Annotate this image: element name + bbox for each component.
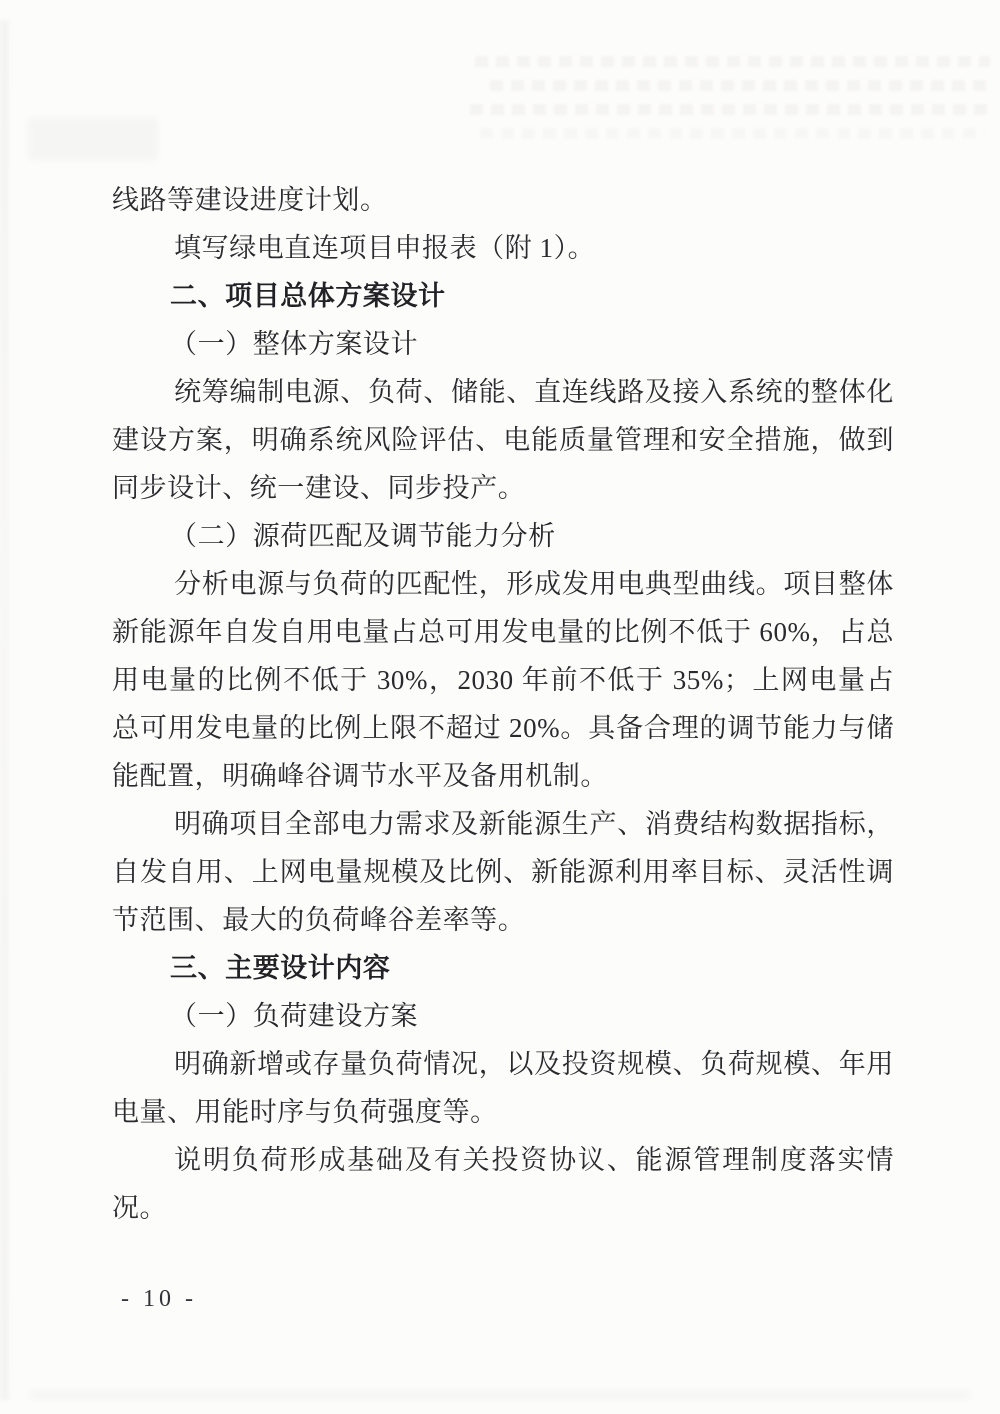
section-heading: 二、项目总体方案设计 bbox=[170, 281, 446, 311]
paragraph: 分析电源与负荷的匹配性，形成发用电典型曲线。项目整体新能源年自发自用电量占总可用发电量的比例不低于 60%，占总用电量的比例不低于 30%，2030 年前不低于 35%；上网电量占总可用发电量的比例上限不超过 20%。具备合理的调节能力与储能配置，明确峰谷调节水平及备用机制。 bbox=[112, 569, 894, 791]
paragraph: 填写绿电直连项目申报表（附 1）。 bbox=[174, 233, 596, 263]
section-heading: （一）负荷建设方案 bbox=[170, 1001, 418, 1031]
scan-artifact bbox=[475, 56, 990, 67]
scan-artifact bbox=[0, 20, 9, 1400]
scan-artifact bbox=[28, 118, 158, 160]
paragraph: 统筹编制电源、负荷、储能、直连线路及接入系统的整体化建设方案，明确系统风险评估、电能质量管理和安全措施，做到同步设计、统一建设、同步投产。 bbox=[112, 377, 894, 503]
scan-artifact bbox=[480, 128, 985, 139]
paragraph: 明确新增或存量负荷情况，以及投资规模、负荷规模、年用电量、用能时序与负荷强度等。 bbox=[112, 1049, 894, 1127]
section-heading: 三、主要设计内容 bbox=[170, 953, 391, 983]
paragraph: 明确项目全部电力需求及新能源生产、消费结构数据指标，自发自用、上网电量规模及比例、新能源利用率目标、灵活性调节范围、最大的负荷峰谷差率等。 bbox=[112, 809, 894, 935]
section-heading: （一）整体方案设计 bbox=[170, 329, 418, 359]
section-heading: （二）源荷匹配及调节能力分析 bbox=[170, 521, 556, 551]
scan-artifact bbox=[490, 80, 990, 91]
page-number: - 10 - bbox=[121, 1286, 197, 1312]
document-body bbox=[112, 176, 894, 1232]
scan-artifact bbox=[470, 104, 990, 115]
paragraph: 线路等建设进度计划。 bbox=[112, 185, 388, 215]
paragraph: 说明负荷形成基础及有关投资协议、能源管理制度落实情况。 bbox=[112, 1145, 894, 1223]
scan-artifact bbox=[30, 1390, 970, 1400]
